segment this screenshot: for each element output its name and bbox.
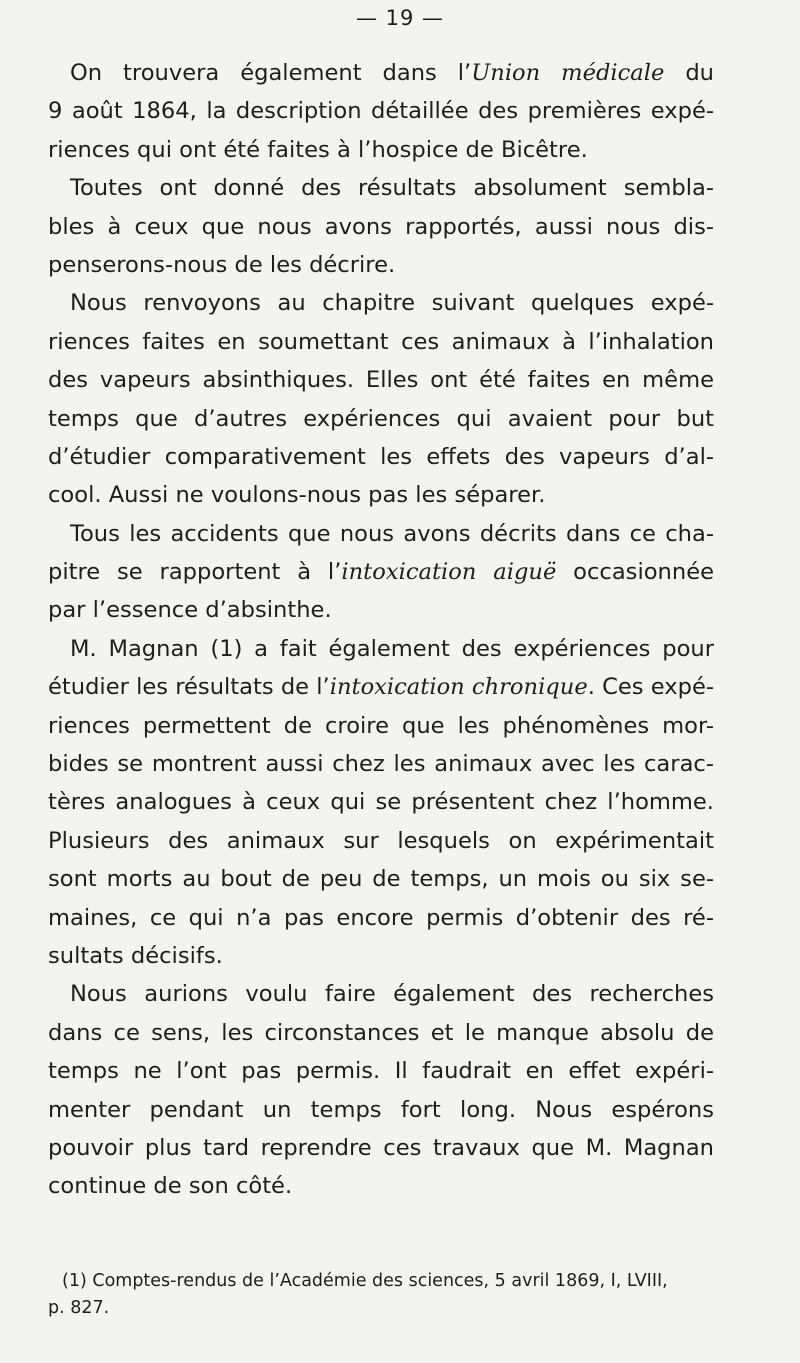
text-line: des vapeurs absinthiques. Elles ont été faites en même: [48, 367, 714, 394]
text-line: Nous aurions voulu faire également des recherches: [70, 981, 714, 1008]
emphasis-acute-intoxication: intoxication aiguë: [341, 559, 557, 586]
text-line: par l’essence d’absinthe.: [48, 597, 332, 624]
emphasis-chronic-intoxication: intoxication chronique: [329, 674, 588, 701]
page-number: — 19 —: [355, 6, 445, 30]
text-line: bles à ceux que nous avons rapportés, aussi nous dis-: [48, 213, 714, 240]
footnote-line: (1) Comptes-rendus de l’Académie des sciences, 5 avril 1869, I, LVIII,: [62, 1271, 668, 1291]
text-line: Tous les accidents que nous avons décrits dans ce cha-: [70, 520, 714, 547]
text-line: sont morts au bout de peu de temps, un mois ou six se-: [48, 866, 714, 893]
text-line: d’étudier comparativement les effets des vapeurs d’al-: [48, 443, 714, 470]
text-line: dans ce sens, les circonstances et le manque absolu de: [48, 1019, 714, 1046]
text-line: tères analogues à ceux qui se présentent chez l’homme.: [48, 789, 714, 816]
text-line: pitre se rapportent à l’intoxication aiguë occasionnée: [48, 559, 714, 586]
text-line: menter pendant un temps fort long. Nous espérons: [48, 1096, 714, 1123]
text-line: temps ne l’ont pas permis. Il faudrait en effet expéri-: [48, 1058, 714, 1085]
text-line: On trouvera également dans l’Union médicale du: [70, 60, 714, 86]
text-line: maines, ce qui n’a pas encore permis d’obtenir des ré-: [48, 904, 714, 931]
body-text: [48, 54, 714, 1206]
text-line: riences qui ont été faites à l’hospice de Bicêtre.: [48, 136, 588, 163]
footnote-line: p. 827.: [48, 1298, 110, 1318]
text-line: sultats décisifs.: [48, 942, 223, 969]
text-line: étudier les résultats de l’intoxication chronique. Ces expé-: [48, 674, 714, 701]
publication-title: Union médicale: [471, 60, 665, 86]
text-line: bides se montrent aussi chez les animaux avec les carac-: [48, 751, 714, 778]
text-line: penserons-nous de les décrire.: [48, 251, 396, 278]
text-line: pouvoir plus tard reprendre ces travaux que M. Magnan: [48, 1134, 714, 1161]
text-line: continue de son côté.: [48, 1173, 293, 1200]
text-line: temps que d’autres expériences qui avaient pour but: [48, 405, 714, 432]
text-line: Toutes ont donné des résultats absolument sembla-: [70, 175, 714, 202]
text-line: Plusieurs des animaux sur lesquels on expérimentait: [48, 827, 714, 854]
footnote: [48, 1268, 714, 1322]
text-line: riences permettent de croire que les phénomènes mor-: [48, 712, 714, 739]
text-line: riences faites en soumettant ces animaux à l’inhalation: [48, 328, 714, 355]
text-line: Nous renvoyons au chapitre suivant quelques expé-: [70, 290, 714, 317]
text-line: M. Magnan (1) a fait également des expériences pour: [70, 635, 714, 662]
text-line: cool. Aussi ne voulons-nous pas les séparer.: [48, 482, 546, 509]
text-line: 9 août 1864, la description détaillée des premières expé-: [48, 98, 714, 125]
